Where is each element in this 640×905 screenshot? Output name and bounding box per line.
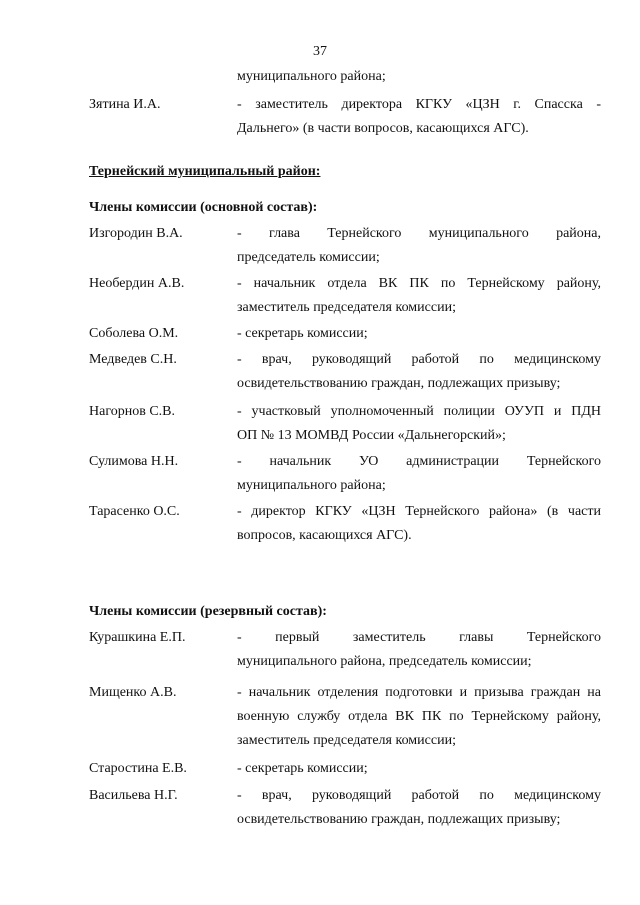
- role-line: - первый заместитель главы Тернейского: [237, 630, 601, 645]
- role-line: заместитель председателя комиссии;: [237, 733, 456, 748]
- role-line: муниципального района, председатель комиссии;: [237, 654, 532, 669]
- role-line: - секретарь комиссии;: [237, 326, 368, 341]
- member-name: Соболева О.М.: [89, 326, 179, 341]
- member-name: Сулимова Н.Н.: [89, 454, 179, 469]
- member-role: [237, 400, 601, 448]
- member-name: Медведев С.Н.: [89, 352, 177, 367]
- role-line: муниципального района;: [237, 69, 386, 84]
- role-line: - заместитель директора КГКУ «ЦЗН г. Спасска -: [237, 97, 601, 112]
- member-role: [237, 681, 601, 753]
- role-line: освидетельствованию граждан, подлежащих призыву;: [237, 376, 561, 391]
- main-members-heading: Члены комиссии (основной состав):: [89, 200, 318, 215]
- role-line: ОП № 13 МОМВД России «Дальнегорский»;: [237, 428, 506, 443]
- role-line: - участковый уполномоченный полиции ОУУП и ПДН: [237, 404, 601, 419]
- role-line: муниципального района;: [237, 478, 386, 493]
- member-name: Нагорнов С.В.: [89, 404, 175, 419]
- role-line: военную службу отдела ВК ПК по Тернейскому району,: [237, 709, 601, 724]
- member-role: [237, 500, 601, 548]
- page-number: 37: [313, 44, 327, 59]
- member-name: Мищенко А.В.: [89, 685, 177, 700]
- member-name: Зятина И.А.: [89, 97, 161, 112]
- role-line: - глава Тернейского муниципального района,: [237, 226, 601, 241]
- member-role: [237, 626, 601, 674]
- member-name: Старостина Е.В.: [89, 761, 187, 776]
- role-line: - начальник отделения подготовки и призыва граждан на: [237, 685, 601, 700]
- role-line: освидетельствованию граждан, подлежащих призыву;: [237, 812, 561, 827]
- member-name: Изгородин В.А.: [89, 226, 183, 241]
- continuation-text: [237, 65, 601, 89]
- role-line: - директор КГКУ «ЦЗН Тернейского района» (в части: [237, 504, 601, 519]
- role-line: - начальник отдела ВК ПК по Тернейскому району,: [237, 276, 601, 291]
- member-name: Васильева Н.Г.: [89, 788, 178, 803]
- role-line: - начальник УО администрации Тернейского: [237, 454, 601, 469]
- member-role: [237, 348, 601, 396]
- member-role: [237, 784, 601, 832]
- member-role: [237, 322, 601, 346]
- member-name: Тарасенко О.С.: [89, 504, 180, 519]
- member-role: [237, 757, 601, 781]
- member-name: Курашкина Е.П.: [89, 630, 186, 645]
- role-line: вопросов, касающихся АГС).: [237, 528, 412, 543]
- role-line: заместитель председателя комиссии;: [237, 300, 456, 315]
- reserve-members-heading: Члены комиссии (резервный состав):: [89, 604, 327, 619]
- role-line: - врач, руководящий работой по медицинскому: [237, 788, 601, 803]
- role-line: - врач, руководящий работой по медицинскому: [237, 352, 601, 367]
- district-heading: Тернейский муниципальный район:: [89, 164, 321, 179]
- role-line: председатель комиссии;: [237, 250, 380, 265]
- member-role: [237, 222, 601, 270]
- role-line: Дальнего» (в части вопросов, касающихся АГС).: [237, 121, 529, 136]
- member-role: [237, 272, 601, 320]
- member-role: [237, 93, 601, 141]
- role-line: - секретарь комиссии;: [237, 761, 368, 776]
- member-name: Необердин А.В.: [89, 276, 185, 291]
- member-role: [237, 450, 601, 498]
